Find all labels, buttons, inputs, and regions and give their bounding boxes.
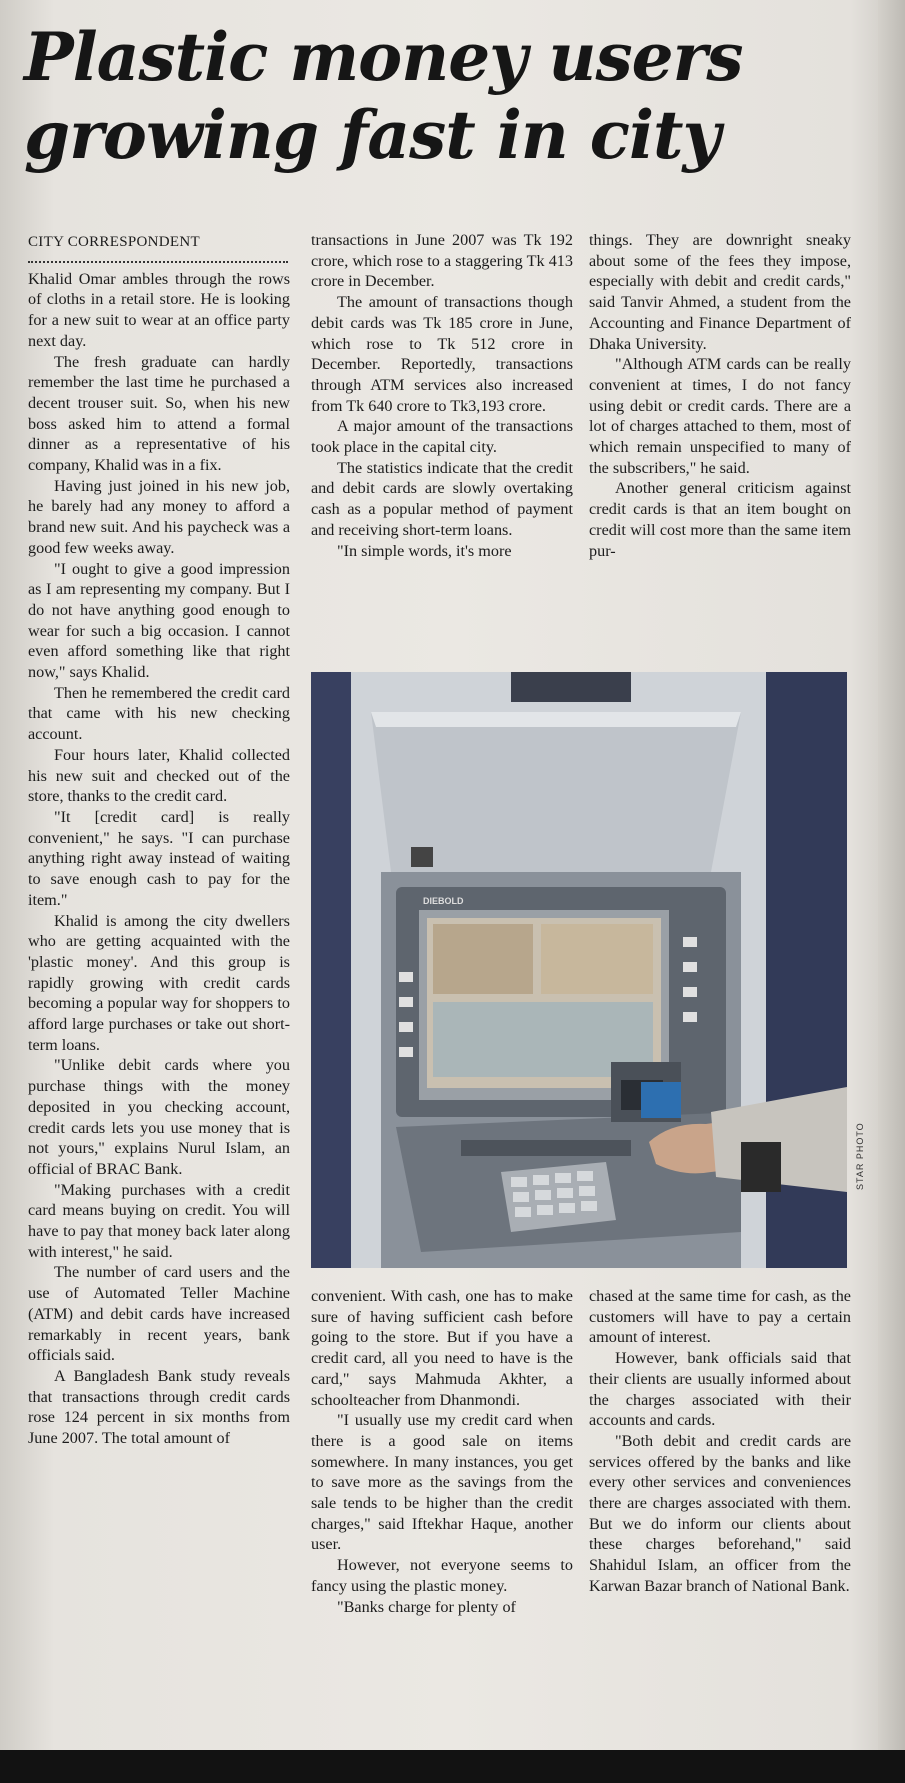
paragraph: However, not everyone seems to fancy using the plastic money.: [311, 1556, 573, 1595]
headline: Plastic money users growing fast in city: [24, 18, 743, 174]
byline-divider: [28, 255, 288, 263]
paragraph: "In simple words, it's more: [337, 541, 512, 560]
column-1: [28, 232, 290, 1722]
column-2-top: [311, 230, 573, 666]
paragraph: The number of card users and the use of Automated Teller Machine (ATM) and debit cards have increased remarkably in recent years, bank officials said.: [28, 1263, 290, 1365]
paragraph: "I ought to give a good impression as I am representing my company. But I do not have anything good enough to wear for such a big occasion. I cannot even afford something like that right now," says Khalid.: [28, 559, 290, 682]
column-3-bottom: [589, 1286, 851, 1726]
paragraph: chased at the same time for cash, as the customers will have to pay a certain amount of interest.: [589, 1287, 851, 1347]
paragraph: Another general criticism against credit cards is that an item bought on credit will cost more than the same item pur-: [589, 479, 851, 560]
paragraph: A Bangladesh Bank study reveals that transactions through credit cards rose 124 percent in six months from June 2007. The total amount of: [28, 1366, 290, 1448]
paragraph: Four hours later, Khalid collected his new suit and checked out of the store, thanks to the credit card.: [28, 745, 290, 806]
paragraph: A major amount of the transactions took place in the capital city.: [311, 417, 573, 457]
column-3-top: [589, 230, 851, 666]
paragraph: However, bank officials said that their clients are usually informed about the charges associated with their accounts and cards.: [589, 1349, 851, 1430]
paragraph: "I usually use my credit card when there is a good sale on items somewhere. In many instances, you get to save more as the savings from the sale tends to be higher than the credit charges," said Iftekhar Haque, another user.: [311, 1411, 573, 1554]
atm-brand-label: DIEBOLD: [423, 896, 464, 906]
paragraph: convenient. With cash, one has to make sure of having sufficient cash before going to the store. But if you have a credit card, all you need to have is the card," says Mahmuda Akhter, a schoolteacher from Dhanmondi.: [311, 1287, 573, 1409]
paragraph: Khalid is among the city dwellers who are getting acquainted with the 'plastic money'. And this group is rapidly growing with credit cards becoming a popular way for shoppers to afford large purchases or take out short-term loans.: [28, 911, 290, 1054]
column-2-bottom: [311, 1286, 573, 1726]
paragraph: transactions in June 2007 was Tk 192 crore, which rose to a staggering Tk 413 crore in December.: [311, 231, 573, 291]
paragraph: "Both debit and credit cards are services offered by the banks and like every other services and conveniences there are charges associated with them. But we do inform our clients about these charges beforehand," said Shahidul Islam, an officer from the Karwan Bazar branch of National Bank.: [589, 1431, 851, 1595]
paragraph: "Although ATM cards can be really convenient at times, I do not fancy using debit or credit cards. There are a lot of charges attached to them, most of which remain unspecified to many of the subscribers," he said.: [589, 355, 851, 477]
paragraph: "Banks charge for plenty of: [337, 1597, 516, 1616]
byline: CITY CORRESPONDENT: [28, 234, 200, 250]
paragraph: things. They are downright sneaky about some of the fees they impose, especially with debit and credit cards," said Tanvir Ahmed, a student from the Accounting and Finance Department of Dhaka University.: [589, 231, 851, 353]
page-bottom-edge: [0, 1750, 905, 1783]
paragraph: "Unlike debit cards where you purchase things with the money deposited in you checking account, credit cards lets you use money that is not yours," explains Nurul Islam, an official of BRAC Bank.: [28, 1056, 290, 1178]
paragraph: "Making purchases with a credit card means buying on credit. You will have to pay that money back later along with interest," he said.: [28, 1180, 290, 1261]
atm-photo: [311, 672, 847, 1268]
paragraph: The fresh graduate can hardly remember the last time he purchased a decent trouser suit. So, when his new boss asked him to attend a formal dinner as a representative of his company, Khalid was in a fix.: [28, 352, 290, 475]
paragraph: Then he remembered the credit card that came with his new checking account.: [28, 683, 290, 744]
page-edge: [878, 0, 905, 1750]
paragraph: The amount of transactions though debit cards was Tk 185 crore in June, which rose to Tk 512 crore in December. Reportedly, transactions through ATM services also increased from Tk 640 crore to Tk3,193 crore.: [311, 293, 573, 415]
paragraph: Khalid Omar ambles through the rows of cloths in a retail store. He is looking for a new suit to wear at an office party next day.: [28, 269, 290, 350]
paragraph: The statistics indicate that the credit and debit cards are slowly overtaking cash as a popular method of payment and receiving short-term loans.: [311, 458, 573, 539]
photo-credit: STAR PHOTO: [855, 1122, 865, 1190]
paragraph: Having just joined in his new job, he barely had any money to afford a brand new suit. And his paycheck was a good few weeks away.: [28, 476, 290, 557]
paragraph: "It [credit card] is really convenient," he says. "I can purchase anything right away instead of waiting to save enough cash to pay for the item.": [28, 807, 290, 909]
